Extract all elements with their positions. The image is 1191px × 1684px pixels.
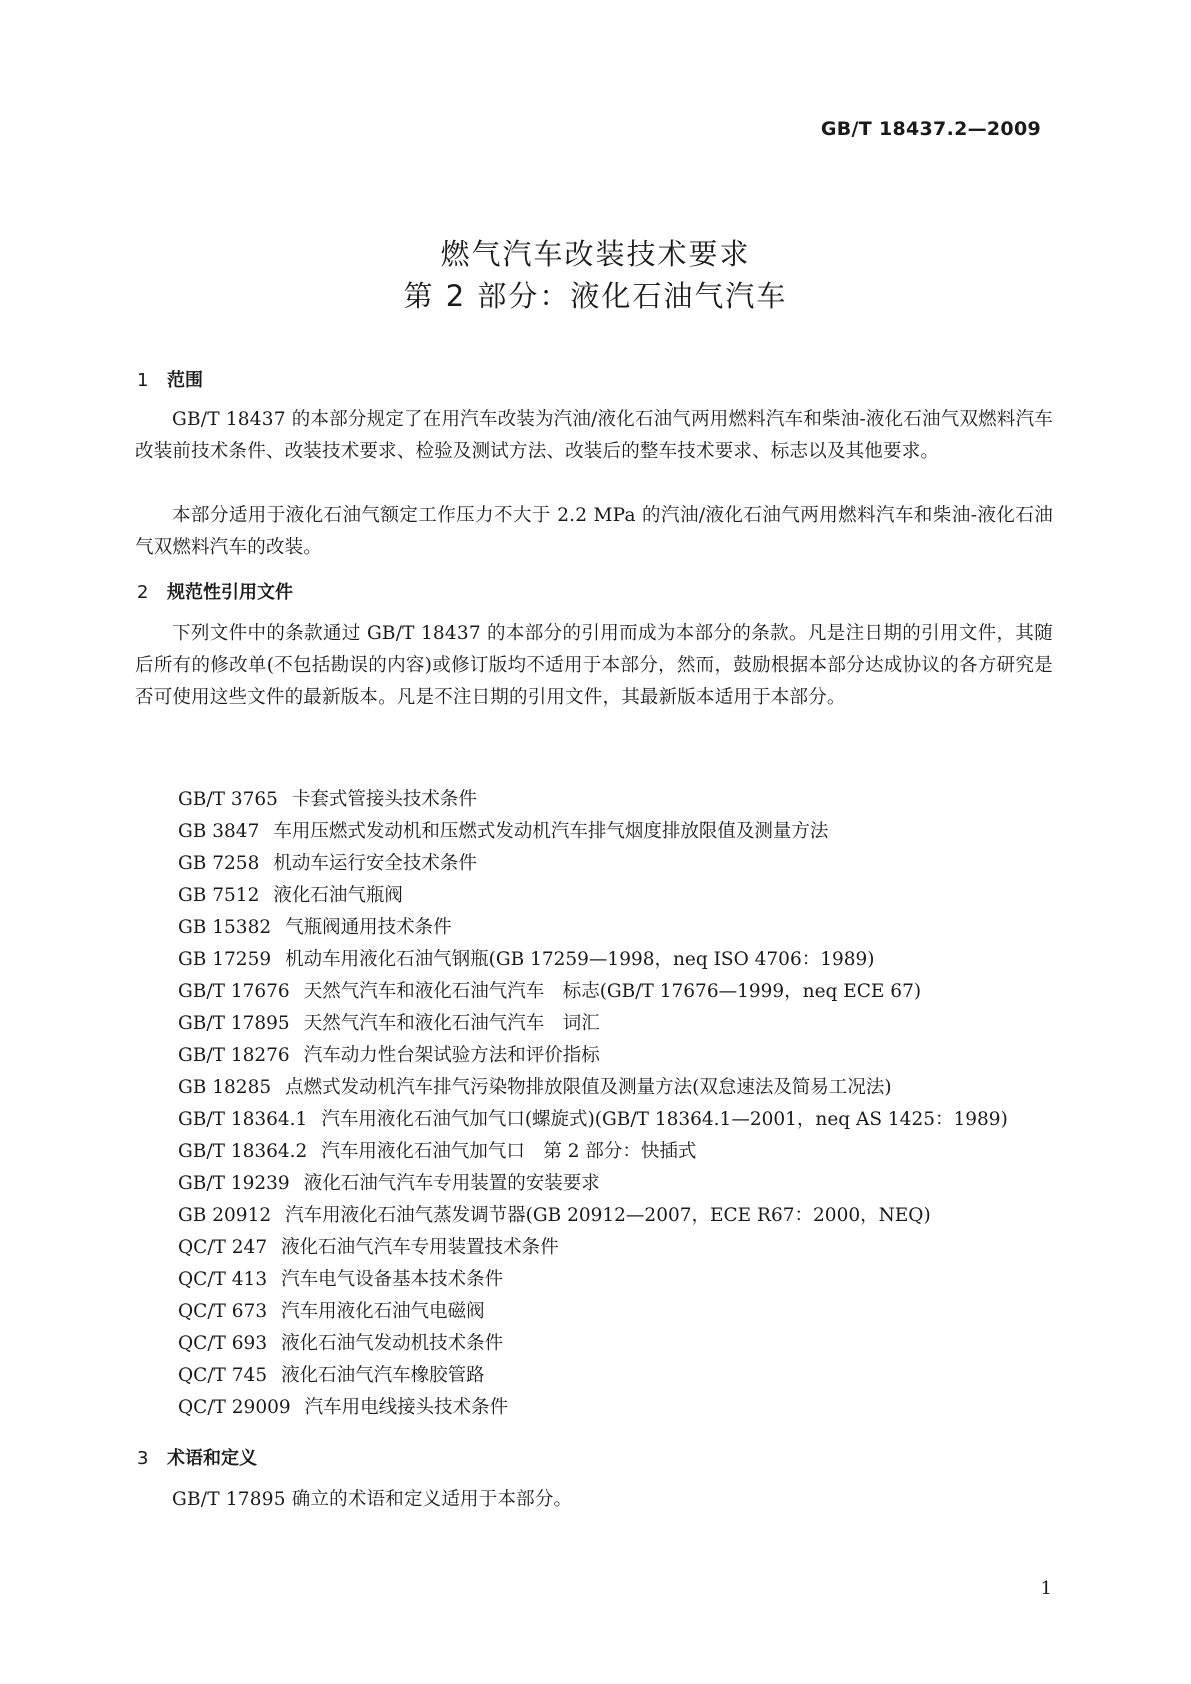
reference-title: 液化石油气瓶阀 bbox=[273, 885, 403, 906]
reference-code: QC/T 29009 bbox=[178, 1397, 291, 1418]
reference-title: 机动车运行安全技术条件 bbox=[273, 853, 477, 874]
document-subtitle: 第 2 部分：液化石油气汽车 bbox=[403, 279, 788, 313]
reference-item bbox=[178, 1200, 1008, 1232]
document-title: 燃气汽车改装技术要求 bbox=[440, 237, 751, 271]
reference-title: 气瓶阀通用技术条件 bbox=[285, 917, 452, 938]
reference-item bbox=[178, 1072, 1008, 1104]
reference-title: 液化石油气汽车专用装置的安装要求 bbox=[303, 1173, 600, 1194]
page-number: 1 bbox=[1040, 1578, 1052, 1599]
reference-item bbox=[178, 1008, 1008, 1040]
reference-title: 车用压燃式发动机和压燃式发动机汽车排气烟度排放限值及测量方法 bbox=[273, 821, 829, 842]
reference-item bbox=[178, 880, 1008, 912]
standard-code: GB/T 18437.2—2009 bbox=[820, 118, 1041, 140]
reference-title: 汽车电气设备基本技术条件 bbox=[281, 1269, 504, 1290]
section-title: 术语和定义 bbox=[167, 1448, 257, 1469]
reference-code: QC/T 745 bbox=[178, 1365, 268, 1386]
reference-title: 汽车用液化石油气加气口 第 2 部分：快插式 bbox=[321, 1141, 697, 1162]
reference-item bbox=[178, 1392, 1008, 1424]
section-number: 2 bbox=[137, 582, 149, 603]
normative-reference-list bbox=[178, 784, 1008, 1424]
section-number: 1 bbox=[137, 370, 149, 391]
reference-code: GB 7512 bbox=[178, 885, 260, 906]
reference-code: GB 15382 bbox=[178, 917, 272, 938]
reference-code: GB/T 18276 bbox=[178, 1045, 290, 1066]
reference-item bbox=[178, 1296, 1008, 1328]
section-1-paragraph-1: GB/T 18437 的本部分规定了在用汽车改装为汽油/液化石油气两用燃料汽车和柴油-液化石油气双燃料汽车改装前技术条件、改装技术要求、检验及测试方法、改装后的整车技术要求、标志以及其他要求。 bbox=[135, 409, 1053, 462]
reference-item bbox=[178, 976, 1008, 1008]
reference-title: 天然气汽车和液化石油气汽车 标志(GB/T 17676—1999，neq ECE 67) bbox=[303, 981, 922, 1002]
reference-code: GB/T 17676 bbox=[178, 981, 290, 1002]
reference-title: 液化石油气汽车专用装置技术条件 bbox=[281, 1237, 559, 1258]
section-1-paragraph-2: 本部分适用于液化石油气额定工作压力不大于 2.2 MPa 的汽油/液化石油气两用燃料汽车和柴油-液化石油气双燃料汽车的改装。 bbox=[135, 505, 1053, 558]
reference-code: GB 7258 bbox=[178, 853, 260, 874]
reference-title: 点燃式发动机汽车排气污染物排放限值及测量方法(双怠速法及简易工况法) bbox=[285, 1077, 892, 1098]
reference-code: GB 20912 bbox=[178, 1205, 272, 1226]
reference-code: GB 18285 bbox=[178, 1077, 272, 1098]
section-2-heading bbox=[137, 578, 293, 604]
section-2-paragraph: 下列文件中的条款通过 GB/T 18437 的本部分的引用而成为本部分的条款。凡是注日期的引用文件，其随后所有的修改单(不包括勘误的内容)或修订版均不适用于本部分，然而，鼓励根据本部分达成协议的各方研究是否可使用这些文件的最新版本。凡是不注日期的引用文件，其最新版本适用于本部分。 bbox=[135, 623, 1053, 708]
section-title: 范围 bbox=[167, 370, 203, 391]
reference-item bbox=[178, 784, 1008, 816]
reference-code: QC/T 413 bbox=[178, 1269, 268, 1290]
reference-item bbox=[178, 1328, 1008, 1360]
reference-code: GB/T 18364.2 bbox=[178, 1141, 308, 1162]
reference-code: GB/T 17895 bbox=[178, 1013, 290, 1034]
section-3-heading bbox=[137, 1444, 257, 1470]
reference-item bbox=[178, 1136, 1008, 1168]
section-1-heading bbox=[137, 366, 203, 392]
reference-item bbox=[178, 1104, 1008, 1136]
reference-item bbox=[178, 1168, 1008, 1200]
reference-item bbox=[178, 912, 1008, 944]
reference-title: 汽车用液化石油气加气口(螺旋式)(GB/T 18364.1—2001，neq AS 1425：1989) bbox=[321, 1109, 1008, 1130]
reference-title: 汽车动力性台架试验方法和评价指标 bbox=[303, 1045, 600, 1066]
reference-title: 天然气汽车和液化石油气汽车 词汇 bbox=[303, 1013, 600, 1034]
reference-code: GB/T 19239 bbox=[178, 1173, 290, 1194]
reference-item bbox=[178, 816, 1008, 848]
section-3-paragraph: GB/T 17895 确立的术语和定义适用于本部分。 bbox=[172, 1489, 573, 1510]
reference-code: QC/T 247 bbox=[178, 1237, 268, 1258]
reference-title: 汽车用电线接头技术条件 bbox=[304, 1397, 509, 1418]
reference-title: 汽车用液化石油气蒸发调节器(GB 20912—2007，ECE R67：2000，NEQ) bbox=[285, 1205, 931, 1226]
reference-item bbox=[178, 1232, 1008, 1264]
reference-item bbox=[178, 944, 1008, 976]
reference-item bbox=[178, 1360, 1008, 1392]
reference-code: GB 17259 bbox=[178, 949, 272, 970]
reference-title: 汽车用液化石油气电磁阀 bbox=[281, 1301, 485, 1322]
reference-code: QC/T 693 bbox=[178, 1333, 268, 1354]
reference-item bbox=[178, 1040, 1008, 1072]
section-title: 规范性引用文件 bbox=[167, 582, 293, 603]
reference-title: 卡套式管接头技术条件 bbox=[291, 789, 477, 810]
reference-title: 液化石油气发动机技术条件 bbox=[281, 1333, 504, 1354]
reference-title: 液化石油气汽车橡胶管路 bbox=[281, 1365, 485, 1386]
reference-code: GB/T 18364.1 bbox=[178, 1109, 308, 1130]
section-number: 3 bbox=[137, 1448, 149, 1469]
reference-item bbox=[178, 1264, 1008, 1296]
reference-code: GB/T 3765 bbox=[178, 789, 278, 810]
reference-code: GB 3847 bbox=[178, 821, 260, 842]
reference-item bbox=[178, 848, 1008, 880]
reference-code: QC/T 673 bbox=[178, 1301, 268, 1322]
reference-title: 机动车用液化石油气钢瓶(GB 17259—1998，neq ISO 4706：1989) bbox=[285, 949, 875, 970]
